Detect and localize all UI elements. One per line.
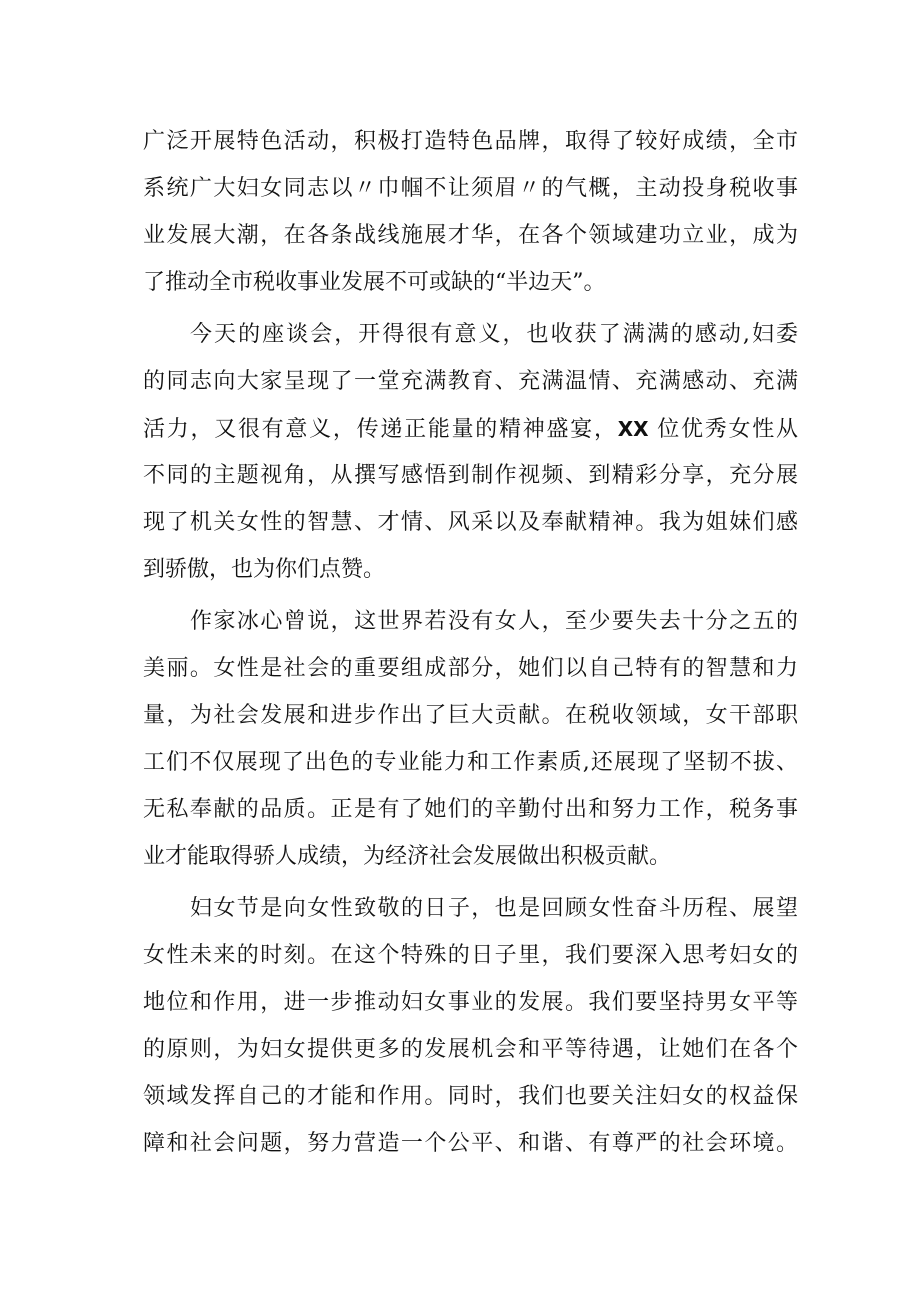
paragraph-2-line-1: 今天的座谈会，开得很有意义，也收获了满满的感动,妇委 bbox=[190, 322, 798, 347]
paragraph-2-line-3-text: 活力，又很有意义，传递正能量的精神盛宴， bbox=[143, 417, 618, 442]
paragraph-2-line-5: 现了机关女性的智慧、才情、风采以及奉献精神。我为姐妹们感 bbox=[143, 510, 798, 535]
paragraph-4-line-3: 地位和作用，进一步推动妇女事业的发展。我们要坚持男女平等 bbox=[143, 990, 798, 1015]
paragraph-4-line-1: 妇女节是向女性致敬的日子，也是回顾女性奋斗历程、展望 bbox=[190, 896, 798, 921]
paragraph-3-line-3: 量，为社会发展和进步作出了巨大贡献。在税收领域，女干部职 bbox=[143, 703, 798, 728]
paragraph-2-line-4: 不同的主题视角，从撰写感悟到制作视频、到精彩分享，充分展 bbox=[143, 463, 798, 488]
paragraph-3-line-2: 美丽。女性是社会的重要组成部分，她们以自己特有的智慧和力 bbox=[143, 656, 798, 681]
paragraph-4-line-5: 领域发挥自己的才能和作用。同时，我们也要关注妇女的权益保 bbox=[143, 1084, 798, 1109]
paragraph-3-line-1: 作家冰心曾说，这世界若没有女人，至少要失去十分之五的 bbox=[190, 609, 798, 634]
xx-placeholder: XX bbox=[617, 417, 649, 441]
paragraph-3-line-4: 工们不仅展现了出色的专业能力和工作素质,还展现了坚韧不拔、 bbox=[143, 750, 798, 775]
paragraph-1-line-3: 业发展大潮，在各条战线施展才华，在各个领域建功立业，成为 bbox=[143, 223, 798, 248]
paragraph-2-line-3 bbox=[143, 411, 798, 447]
paragraph-2-line-2: 的同志向大家呈现了一堂充满教育、充满温情、充满感动、充满 bbox=[143, 369, 798, 394]
paragraph-4-line-2: 女性未来的时刻。在这个特殊的日子里，我们要深入思考妇女的 bbox=[143, 943, 798, 968]
paragraph-3-line-5: 无私奉献的品质。正是有了她们的辛勤付出和努力工作，税务事 bbox=[143, 797, 798, 822]
paragraph-2-line-3-tail: 位优秀女性从 bbox=[648, 417, 798, 442]
paragraph-1-line-1: 广泛开展特色活动，积极打造特色品牌，取得了较好成绩，全市 bbox=[143, 129, 798, 154]
paragraph-3-line-6: 业才能取得骄人成绩，为经济社会发展做出积极贡献。 bbox=[143, 844, 672, 869]
paragraph-1-line-4: 了推动全市税收事业发展不可或缺的“半边天”。 bbox=[143, 270, 606, 295]
paragraph-2-line-6: 到骄傲，也为你们点赞。 bbox=[143, 557, 386, 582]
paragraph-1-line-2: 系统广大妇女同志以〃巾帼不让须眉〃的气概，主动投身税收事 bbox=[143, 176, 798, 201]
paragraph-4-line-4: 的原则，为妇女提供更多的发展机会和平等待遇，让她们在各个 bbox=[143, 1037, 798, 1062]
paragraph-4-line-6: 障和社会问题，努力营造一个公平、和谐、有尊严的社会环境。 bbox=[143, 1131, 798, 1156]
